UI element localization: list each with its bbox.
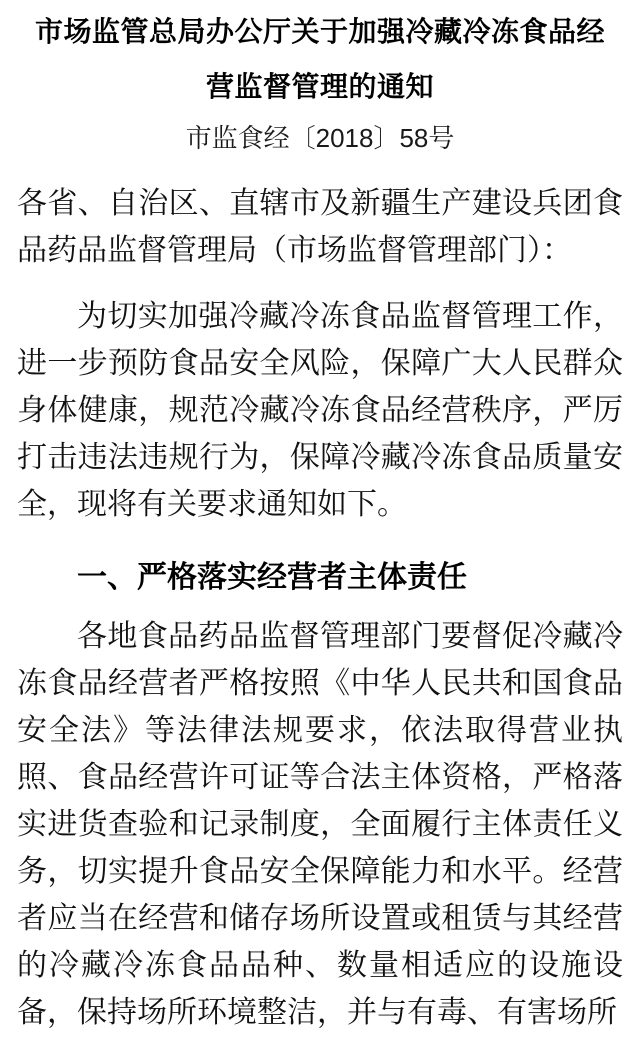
salutation-paragraph: 各省、自治区、直辖市及新疆生产建设兵团食品药品监督管理局（市场监督管理部门）：	[17, 187, 623, 267]
document-number: 市监食经〔2018〕58号	[185, 123, 455, 153]
intro-paragraph: 为切实加强冷藏冷冻食品监督管理工作，进一步预防食品安全风险，保障广大人民群众身体健康，规范冷藏冷冻食品经营秩序，严厉打击违法违规行为，保障冷藏冷冻食品质量安全，现将有关要求通知如下。	[17, 300, 623, 521]
section-1-heading: 一、严格落实经营者主体责任	[77, 561, 467, 594]
section-1-body-paragraph: 各地食品药品监督管理部门要督促冷藏冷冻食品经营者严格按照《中华人民共和国食品安全法》等法律法规要求，依法取得营业执照、食品经营许可证等合法主体资格，严格落实进货查验和记录制度，全面履行主体责任义务，切实提升食品安全保障能力和水平。经营者应当在经营和储存场所设置或租赁与其经营的冷藏冷冻食品品种、数量相适应的设施设备，保持场所环境整洁，并与有毒、有害场所	[17, 620, 623, 1029]
page-title: 市场监管总局办公厅关于加强冷藏冷冻食品经营监督管理的通知	[34, 16, 605, 102]
